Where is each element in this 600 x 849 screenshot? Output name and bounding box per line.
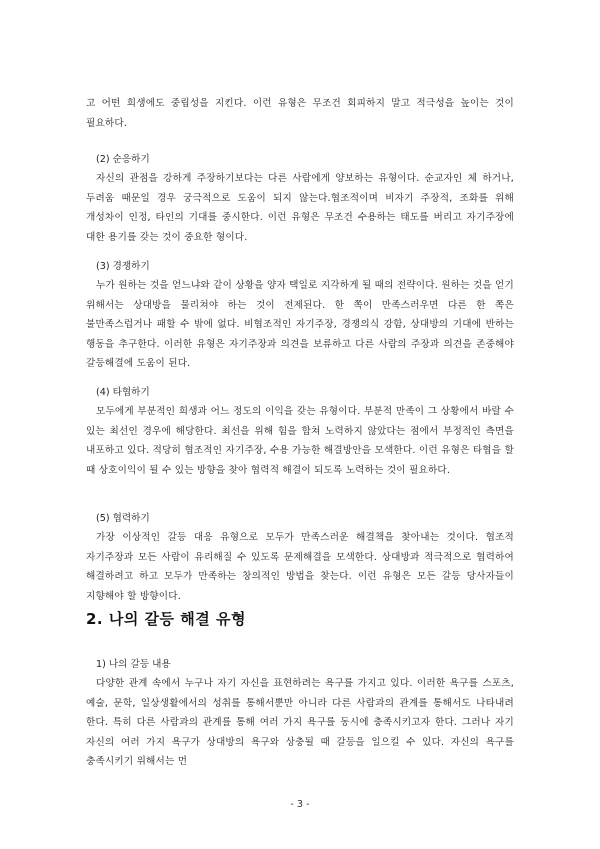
paragraph-collaborating: 가장 이상적인 갈등 대응 유형으로 모두가 만족스러운 해결책을 찾아내는 것이다. 협조적 자기주장과 모든 사람이 유리해질 수 있도록 문제해결을 모색한다. 상대방과 적극적으로 협력하여 해결하려고 하고 모두가 만족하는 창의적인 방법을 찾는다. 이런 유형은 모든 갈등 당사자들이 지향해야 할 방향이다. xyxy=(86,532,514,602)
heading-competing: (3) 경쟁하기 xyxy=(96,261,150,272)
heading-compromising: (4) 타협하기 xyxy=(96,387,150,398)
subsection-heading: 1) 나의 갈등 내용 xyxy=(96,659,171,670)
paragraph-compromising: 모두에게 부분적인 희생과 어느 정도의 이익을 갖는 유형이다. 부분적 만족이 그 상황에서 바랄 수 있는 최선인 경우에 해당한다. 최선을 위해 힘을 합쳐 노력하지 않았다는 점에서 부정적인 측면을 내포하고 있다. 적당히 협조적인 자기주장, 수용 가능한 해결방안을 모색한다. 이런 유형은 타협을 할 때 상호이익이 될 수 있는 방향을 찾아 협력적 해결이 되도록 노력하는 것이 필요하다. xyxy=(86,406,514,476)
paragraph-competing: 누가 원하는 것을 얻느냐와 같이 상황을 양자 택일로 지각하게 될 때의 전략이다. 원하는 것을 얻기 위해서는 상대방을 물리쳐야 하는 것이 전제된다. 한 쪽이 만족스러우면 다른 한 쪽은 불만족스럽거나 패할 수 밖에 없다. 비협조적인 자기주장, 경쟁의식 강함, 상대방의 기대에 반하는 행동을 추구한다. 이러한 유형은 자기주장과 의견을 보류하고 다른 사람의 주장과 의견을 존중해야 갈등해결에 도움이 된다. xyxy=(86,280,514,369)
paragraph-accommodating: 자신의 관점을 강하게 주장하기보다는 다른 사람에게 양보하는 유형이다. 순교자인 체 하거나, 두려움 때문일 경우 궁극적으로 도움이 되지 않는다.협조적이며 비자기 주장적, 조화를 위해 개성차이 인정, 타인의 기대를 중시한다. 이런 유형은 무조건 수용하는 태도를 버리고 자기주장에 대한 용기를 갖는 것이 중요한 형이다. xyxy=(86,173,514,243)
section-title: 2. 나의 갈등 해결 유형 xyxy=(86,610,246,628)
heading-accommodating: (2) 순응하기 xyxy=(96,154,150,165)
heading-collaborating: (5) 협력하기 xyxy=(96,513,150,524)
page-number: - 3 - xyxy=(290,799,310,810)
intro-paragraph: 고 어떤 희생에도 중립성을 지킨다. 이런 유형은 무조건 회피하지 말고 적극성을 높이는 것이 필요하다. xyxy=(86,98,514,129)
subsection-paragraph: 다양한 관계 속에서 누구나 자기 자신을 표현하려는 욕구를 가지고 있다. 이러한 욕구를 스포츠, 예술, 문학, 일상생활에서의 성취를 통해서뿐만 아니라 다른 사람과의 관계를 통해서도 나타내려 한다. 특히 다른 사람과의 관계를 통해 여러 가지 욕구를 동시에 충족시키고자 한다. 그러나 자기 자신의 여러 가지 욕구가 상대방의 욕구와 상충될 때 갈등을 일으킬 수 있다. 자신의 욕구를 충족시키기 위해서는 먼 xyxy=(86,678,514,767)
